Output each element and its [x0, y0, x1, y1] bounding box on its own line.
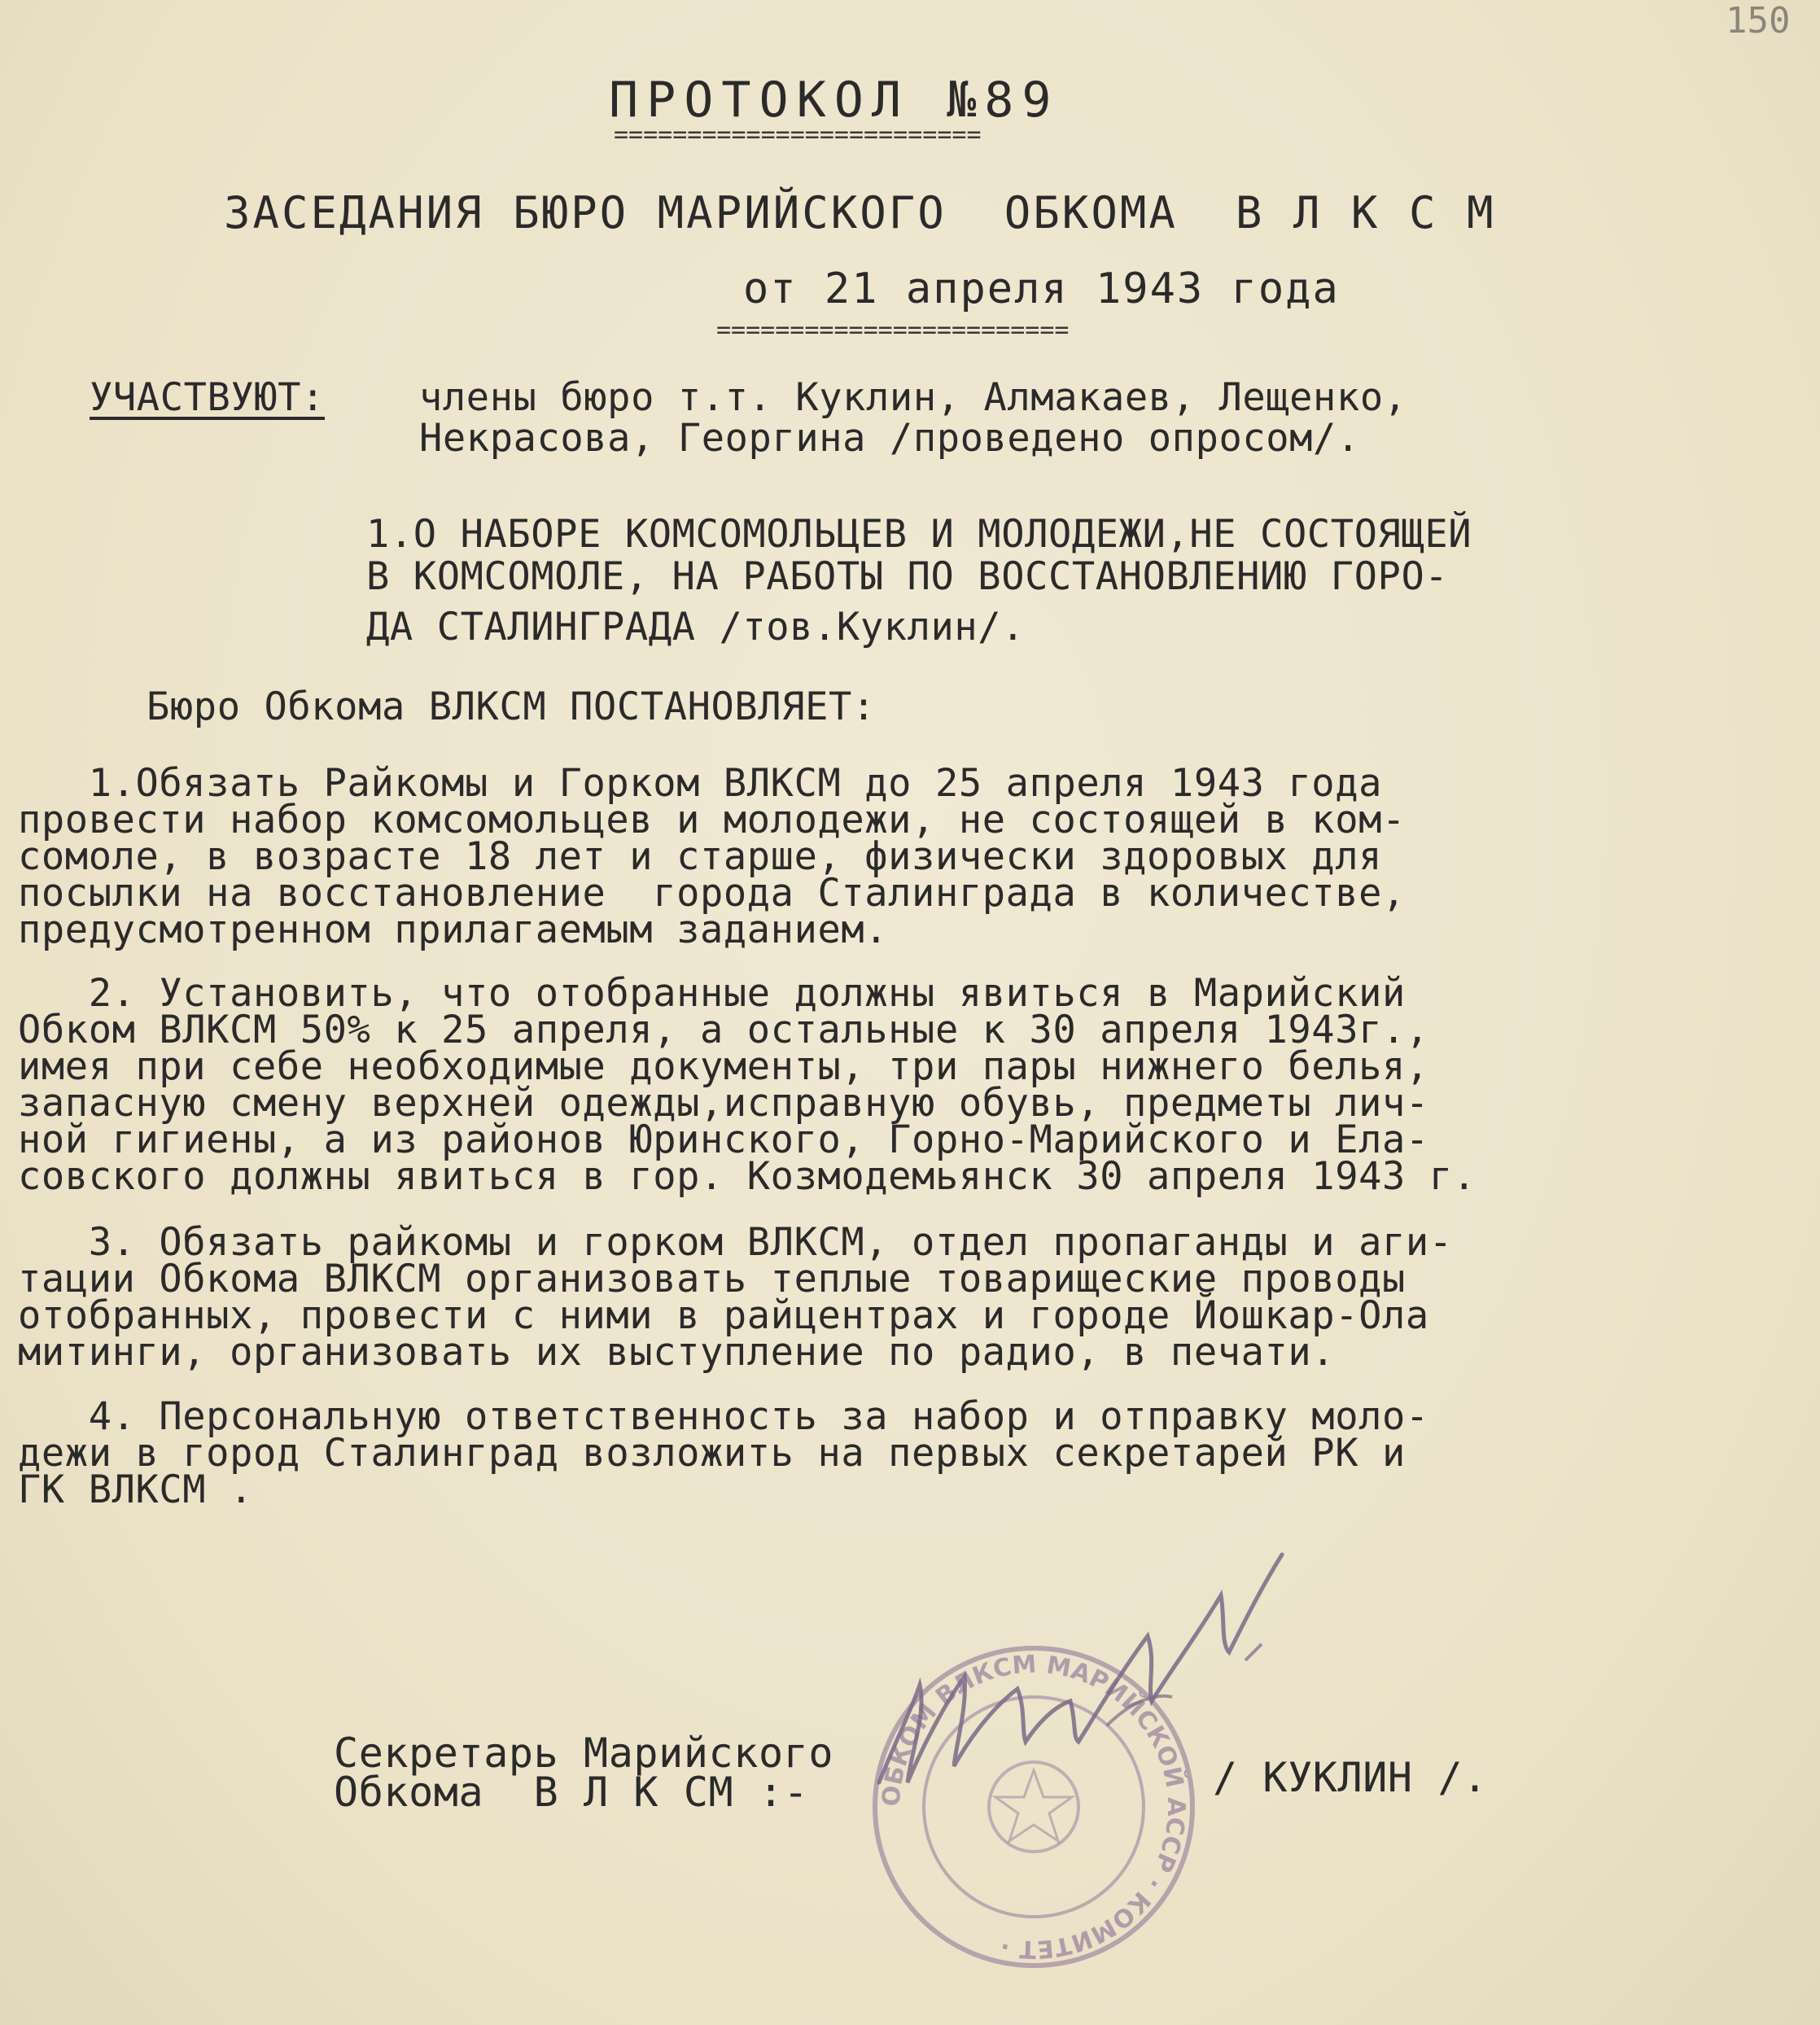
protocol-title: ПРОТОКОЛ №89 — [609, 72, 1060, 129]
agenda-line-2: В КОМСОМОЛЕ, НА РАБОТЫ ПО ВОССТАНОВЛЕНИЮ ГОРО- — [366, 554, 1449, 599]
archive-page-number: 150 — [1726, 0, 1791, 42]
resolution-heading: Бюро Обкома ВЛКСМ ПОСТАНОВЛЯЕТ: — [147, 684, 876, 729]
stamp-text: ОБКОМ ВЛКСМ МАРИЙСКОЙ АССР · КОМИТЕТ · — [877, 1650, 1191, 1964]
participants-line-1: члены бюро т.т. Куклин, Алмакаев, Лещенко, — [419, 375, 1407, 420]
item-line: запасную смену верхней одежды,исправную обувь, предметы лич- — [18, 1081, 1429, 1126]
resolution-item-3 — [18, 1220, 1646, 1375]
item-line: имея при себе необходимые документы, три пары нижнего белья, — [18, 1044, 1429, 1089]
item-line: тации Обкома ВЛКСМ организовать теплые товарищеские проводы — [18, 1257, 1406, 1301]
item-line: Обком ВЛКСМ 50% к 25 апреля, а остальные к 30 апреля 1943г., — [18, 1008, 1429, 1052]
meeting-subtitle: ЗАСЕДАНИЯ БЮРО МАРИЙСКОГО ОБКОМА В Л К С М — [224, 187, 1496, 238]
item-line: 2. Установить, что отобранные должны явиться в Марийский — [18, 971, 1406, 1016]
signatory-title-line-1: Секретарь Марийского — [334, 1730, 834, 1777]
resolution-item-2 — [18, 971, 1646, 1199]
meeting-date: от 21 апреля 1943 года — [743, 265, 1340, 313]
title-underline: ========================= — [614, 120, 982, 149]
item-line: 1.Обязать Райкомы и Горком ВЛКСМ до 25 апреля 1943 года — [18, 761, 1382, 806]
participants-line-2: Некрасова, Георгина /проведено опросом/. — [419, 416, 1360, 461]
item-line: посылки на восстановление города Сталинграда в количестве, — [18, 871, 1406, 916]
signatory-title-line-2: Обкома В Л К СМ :- — [334, 1769, 809, 1816]
item-line: ГК ВЛКСМ . — [18, 1467, 253, 1512]
item-line: отобранных, провести с ними в райцентрах и городе Йошкар-Ола — [18, 1293, 1429, 1338]
resolution-item-4 — [18, 1394, 1646, 1512]
item-line: ной гигиены, а из районов Юринского, Горно-Марийского и Ела- — [18, 1117, 1429, 1162]
agenda-line-3: ДА СТАЛИНГРАДА /тов.Куклин/. — [366, 605, 1026, 649]
resolution-item-1 — [18, 761, 1646, 952]
item-line: совского должны явиться в гор. Козмодемьянск 30 апреля 1943 г. — [18, 1154, 1477, 1199]
signatory-name: / КУКЛИН /. — [1213, 1754, 1488, 1801]
item-line: провести набор комсомольцев и молодежи, не состоящей в ком- — [18, 798, 1406, 842]
agenda-line-1: 1.О НАБОРЕ КОМСОМОЛЬЦЕВ И МОЛОДЕЖИ,НЕ СОСТОЯЩЕЙ — [366, 512, 1472, 557]
item-line: дежи в город Сталинград возложить на первых секретарей РК и — [18, 1431, 1406, 1476]
date-underline: ======================== — [716, 316, 1070, 344]
item-line: сомоле, в возрасте 18 лет и старше, физически здоровых для — [18, 834, 1382, 879]
item-line: предусмотренном прилагаемым заданием. — [18, 908, 889, 952]
item-line: 3. Обязать райкомы и горком ВЛКСМ, отдел пропаганды и аги- — [18, 1220, 1453, 1265]
item-line: митинги, организовать их выступление по радио, в печати. — [18, 1330, 1336, 1375]
participants-label: УЧАСТВУЮТ: — [90, 375, 325, 420]
item-line: 4. Персональную ответственность за набор и отправку моло- — [18, 1394, 1429, 1439]
